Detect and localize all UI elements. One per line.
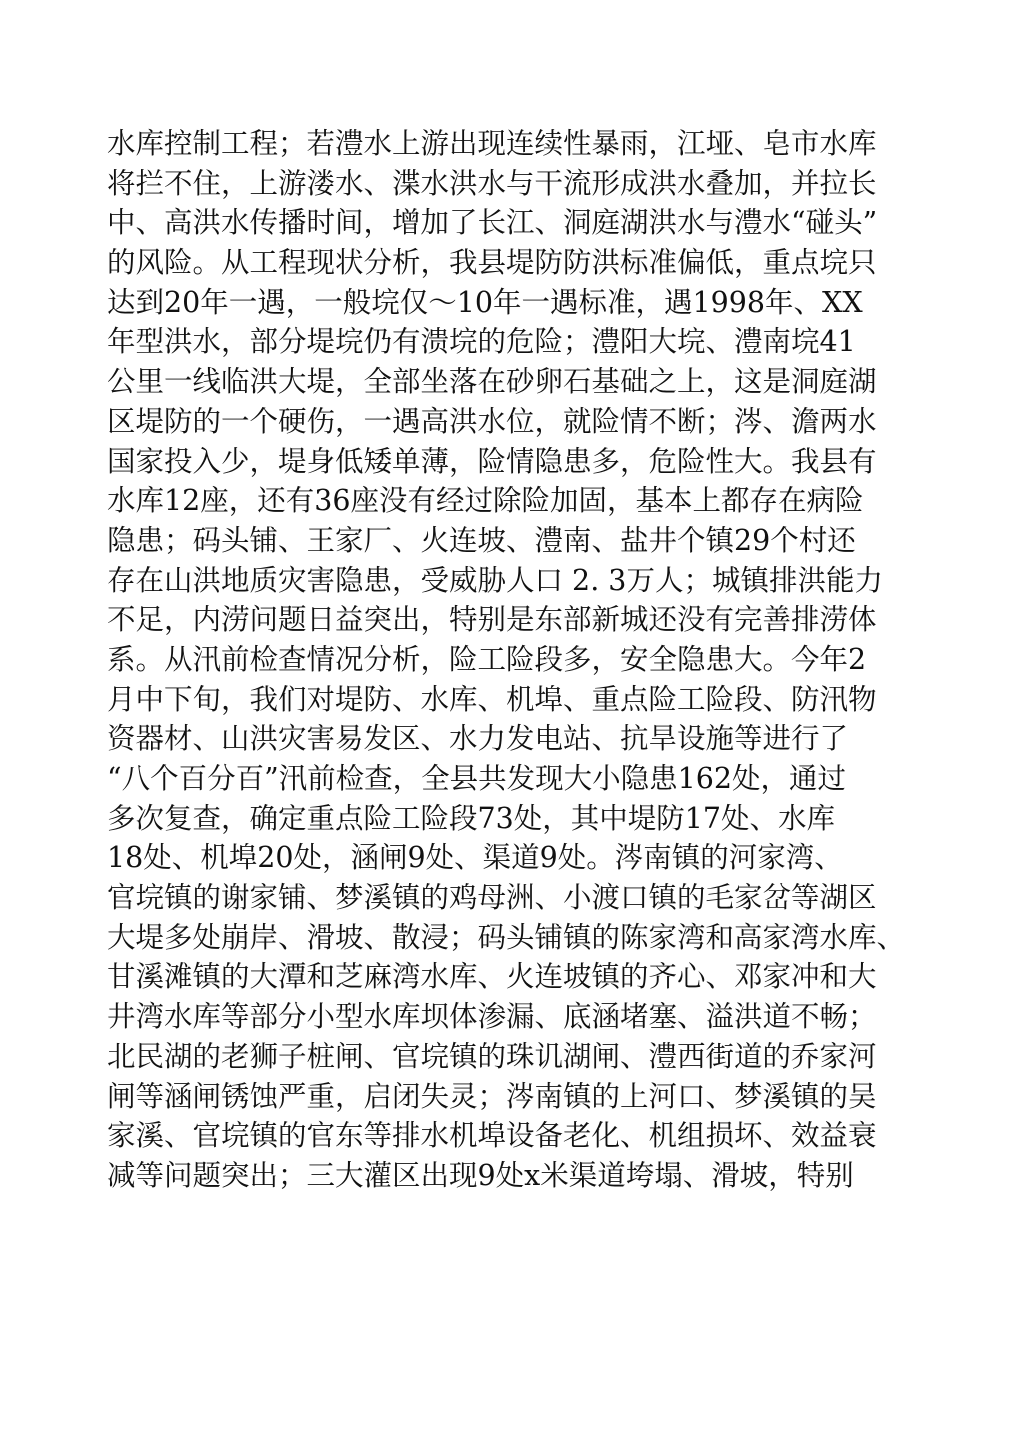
text-line: 区堤防的一个硬伤，一遇高洪水位，就险情不断；涔、澹两水 [107, 404, 877, 438]
body-text [107, 124, 907, 1196]
text-line: 井湾水库等部分小型水库坝体渗漏、底涵堵塞、溢洪道不畅； [107, 1000, 877, 1034]
text-line: 存在山洪地质灾害隐患，受威胁人口 2. 3万人；城镇排洪能力 [107, 563, 883, 597]
text-line: 多次复查，确定重点险工险段73处，其中堤防17处、水库 [107, 801, 836, 835]
text-line: 闸等涵闸锈蚀严重，启闭失灵；涔南镇的上河口、梦溪镇的吴 [107, 1079, 877, 1113]
text-line: 的风险。从工程现状分析，我县堤防防洪标准偏低，重点垸只 [107, 246, 877, 280]
text-line: 将拦不住，上游溇水、渫水洪水与干流形成洪水叠加，并拉长 [107, 166, 877, 200]
text-line: 家溪、官垸镇的官东等排水机埠设备老化、机组损坏、效益衰 [107, 1119, 877, 1153]
text-line: 减等问题突出；三大灌区出现9处x米渠道垮塌、滑坡，特别 [107, 1158, 854, 1192]
text-line: 水库12座，还有36座没有经过除险加固，基本上都存在病险 [107, 484, 864, 518]
text-line: 隐患；码头铺、王家厂、火连坡、澧南、盐井个镇29个村还 [107, 523, 856, 557]
text-line: 甘溪滩镇的大潭和芝麻湾水库、火连坡镇的齐心、邓家冲和大 [107, 960, 877, 994]
text-line: 不足，内涝问题日益突出，特别是东部新城还没有完善排涝体 [107, 603, 877, 637]
text-line: 北民湖的老狮子桩闸、官垸镇的珠讥湖闸、澧西街道的乔家河 [107, 1039, 877, 1073]
text-line: 年型洪水，部分堤垸仍有溃垸的危险；澧阳大垸、澧南垸41 [107, 325, 856, 359]
text-line: 国家投入少，堤身低矮单薄，险情隐患多，危险性大。我县有 [107, 444, 877, 478]
text-line: 公里一线临洪大堤，全部坐落在砂卵石基础之上，这是洞庭湖 [107, 365, 877, 399]
text-line: 水库控制工程；若澧水上游出现连续性暴雨，江垭、皂市水库 [107, 127, 877, 160]
text-line: 大堤多处崩岸、滑坡、散浸；码头铺镇的陈家湾和高家湾水库、 [107, 920, 906, 954]
text-line: 系。从汛前检查情况分析，险工险段多，安全隐患大。今年2 [107, 642, 867, 676]
text-line: 资器材、山洪灾害易发区、水力发电站、抗旱设施等进行了 [107, 722, 849, 756]
text-line: 月中下旬，我们对堤防、水库、机埠、重点险工险段、防汛物 [107, 682, 877, 716]
text-line: 达到20年一遇，一般垸仅～10年一遇标准，遇1998年、XX [107, 285, 863, 319]
text-line: 18处、机埠20处，涵闸9处、渠道9处。涔南镇的河家湾、 [107, 841, 843, 875]
text-line: 中、高洪水传播时间，增加了长江、洞庭湖洪水与澧水“碰头” [107, 206, 878, 240]
text-line: 官垸镇的谢家铺、梦溪镇的鸡母洲、小渡口镇的毛家岔等湖区 [107, 881, 877, 915]
text-line: “八个百分百”汛前检查，全县共发现大小隐患162处，通过 [107, 762, 847, 795]
